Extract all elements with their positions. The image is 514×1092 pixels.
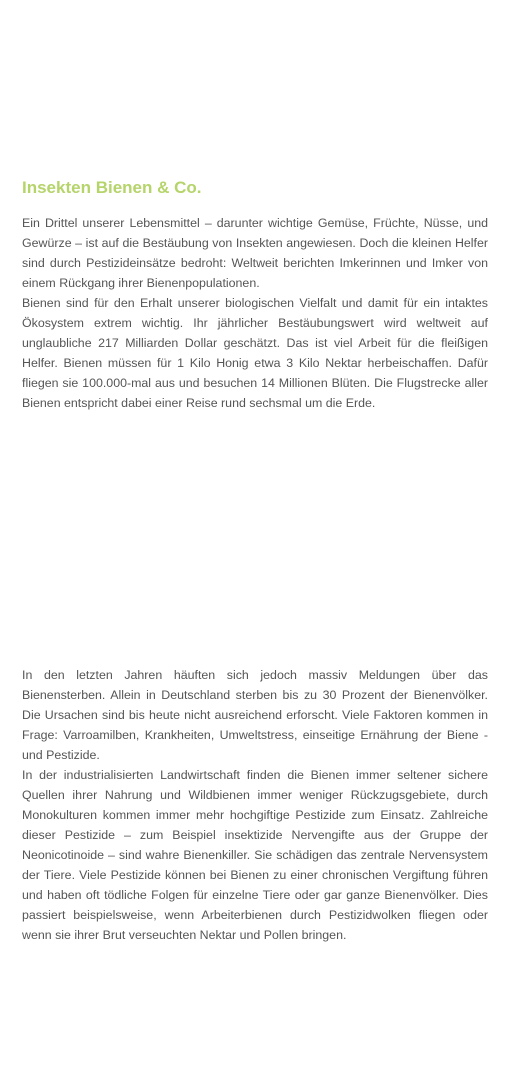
intro-section <box>22 177 488 413</box>
intro-paragraph-1: Ein Drittel unserer Lebensmittel – darunter wichtige Gemüse, Früchte, Nüsse, und Gewürze – ist auf die Bestäubung von Insekten angewiesen. Doch die kleinen Helfer sind durch Pestizideinsätze bedroht: Weltweit berichten Imkerinnen und Imker von einem Rückgang ihrer Bienenpopulationen. <box>22 216 488 290</box>
decline-paragraph-2: In der industrialisierten Landwirtschaft finden die Bienen immer seltener sichere Quellen ihrer Nahrung und Wildbienen immer weniger Rückzugsgebiete, durch Monokulturen kommen immer mehr hochgiftige Pestizide zum Einsatz. Zahlreiche dieser Pestizide – zum Beispiel insektizide Nervengifte aus der Gruppe der Neonicotinoide – sind wahre Bienenkiller. Sie schädigen das zentrale Nervensystem der Tiere. Viele Pestizide können bei Bienen zu einer chronischen Vergiftung führen und haben oft tödliche Folgen für einzelne Tiere oder gar ganze Bienenvölker. Dies passiert beispielsweise, wenn Arbeiterbienen durch Pestizidwolken fliegen oder wenn sie ihrer Brut verseuchten Nektar und Pollen bringen. <box>22 768 488 942</box>
intro-paragraph-2: Bienen sind für den Erhalt unserer biologischen Vielfalt und damit für ein intaktes Ökosystem extrem wichtig. Ihr jährlicher Bestäubungswert wird weltweit auf unglaubliche 217 Milliarden Dollar geschätzt. Das ist viel Arbeit für die fleißigen Helfer. Bienen müssen für 1 Kilo Honig etwa 3 Kilo Nektar herbeischaffen. Dafür fliegen sie 100.000-mal aus und besuchen 14 Millionen Blüten. Die Flugstrecke aller Bienen entspricht dabei einer Reise rund sechsmal um die Erde. <box>22 296 488 410</box>
decline-paragraph-1: In den letzten Jahren häuften sich jedoch massiv Meldungen über das Bienensterben. Allein in Deutschland sterben bis zu 30 Prozent der Bienenvölker. Die Ursachen sind bis heute nicht ausreichend erforscht. Viele Faktoren kommen in Frage: Varroamilben, Krankheiten, Umweltstress, einseitige Ernährung der Biene - und Pestizide. <box>22 668 488 762</box>
decline-section <box>22 665 488 945</box>
section-heading: Insekten Bienen & Co. <box>22 178 202 197</box>
